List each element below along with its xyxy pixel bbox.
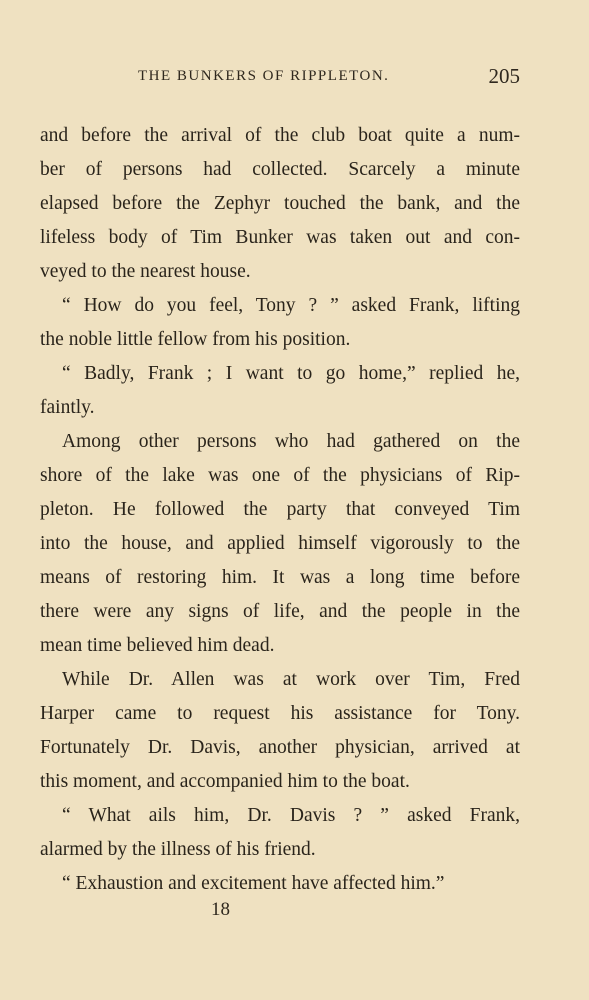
text-line: Fortunately Dr. Davis, another physician, arrived at <box>40 737 520 758</box>
text-line: Harper came to request his assistance for Tony. <box>40 703 520 724</box>
text-line: alarmed by the illness of his friend. <box>40 839 316 860</box>
running-title: THE BUNKERS OF RIPPLETON. <box>138 68 390 84</box>
text-line: “ Exhaustion and excitement have affected him.” <box>62 873 445 894</box>
text-line: lifeless body of Tim Bunker was taken out and con- <box>40 227 520 248</box>
text-line: While Dr. Allen was at work over Tim, Fred <box>62 669 520 690</box>
running-head <box>40 64 520 88</box>
text-line: “ Badly, Frank ; I want to go home,” replied he, <box>62 363 520 384</box>
body-text <box>40 119 520 901</box>
text-line: into the house, and applied himself vigorously to the <box>40 533 520 554</box>
text-line: elapsed before the Zephyr touched the bank, and the <box>40 193 520 214</box>
page-number: 205 <box>488 64 520 88</box>
text-line: this moment, and accompanied him to the boat. <box>40 771 410 792</box>
text-line: mean time believed him dead. <box>40 635 275 656</box>
text-line: means of restoring him. It was a long time before <box>40 567 520 588</box>
text-line: and before the arrival of the club boat quite a num- <box>40 125 520 146</box>
signature-mark: 18 <box>211 899 230 920</box>
text-line: veyed to the nearest house. <box>40 261 251 282</box>
text-line: there were any signs of life, and the people in the <box>40 601 520 622</box>
text-line: faintly. <box>40 397 95 418</box>
text-line: pleton. He followed the party that conveyed Tim <box>40 499 520 520</box>
text-line: the noble little fellow from his position. <box>40 329 351 350</box>
text-line: “ How do you feel, Tony ? ” asked Frank, lifting <box>62 295 520 316</box>
text-line: “ What ails him, Dr. Davis ? ” asked Frank, <box>62 805 520 826</box>
text-line: ber of persons had collected. Scarcely a minute <box>40 159 520 180</box>
text-line: Among other persons who had gathered on the <box>62 431 520 452</box>
text-line: shore of the lake was one of the physicians of Rip- <box>40 465 520 486</box>
